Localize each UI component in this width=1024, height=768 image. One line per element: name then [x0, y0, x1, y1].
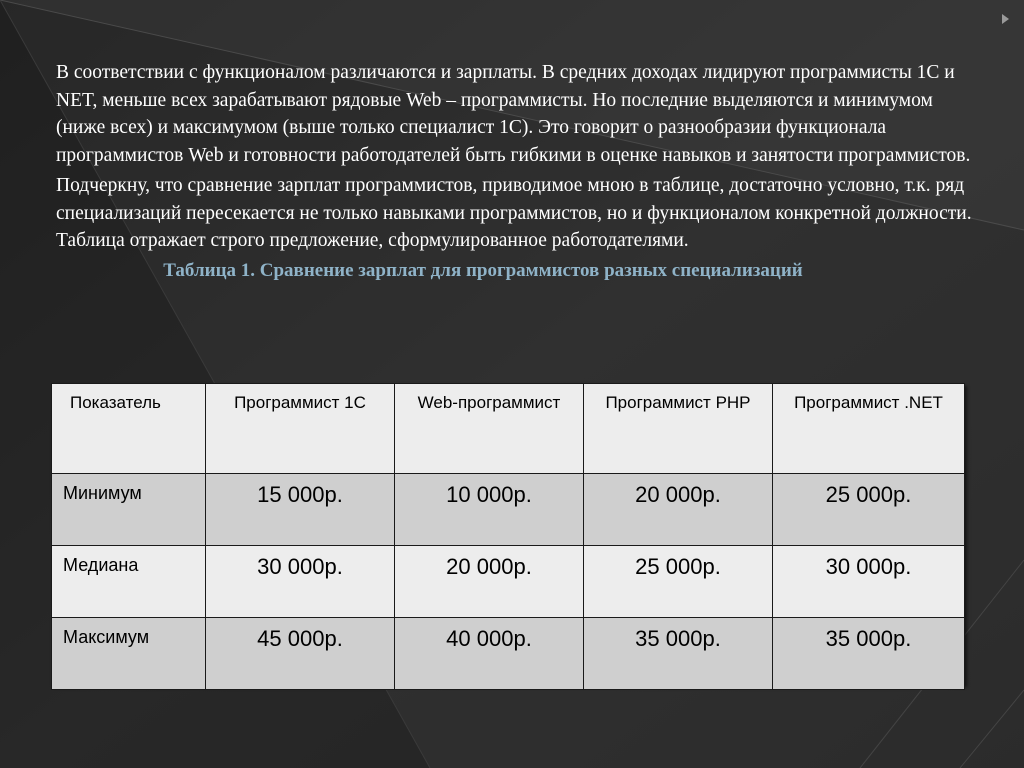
table-row-median: [52, 546, 965, 618]
row-label-maximum: Максимум: [52, 618, 206, 690]
cell-minimum-web: 10 000р.: [395, 474, 584, 546]
paragraph-salary-differences: В соответствии с функционалом различаются и зарплаты. В средних доходах лидируют программисты 1С и NET, меньше всех зарабатывают рядовые Web – программисты. Но последние выделяются и минимумом (ниже всех) и максимумом (выше только специалист 1С). Это говорит о разнообразии функционала программистов Web и готовности работодателей быть гибкими в оценке навыков и занятости программистов.: [56, 62, 971, 166]
table-row-maximum: [52, 618, 965, 690]
cell-minimum-php: 20 000р.: [584, 474, 773, 546]
cell-median-web: 20 000р.: [395, 546, 584, 618]
cell-maximum-php: 35 000р.: [584, 618, 773, 690]
header-programmer-net: Программист .NET: [773, 384, 965, 474]
cell-minimum-net: 25 000р.: [773, 474, 965, 546]
header-programmer-php: Программист PHP: [584, 384, 773, 474]
header-indicator: Показатель: [52, 384, 206, 474]
slide-text-block: [56, 59, 976, 284]
row-label-median: Медиана: [52, 546, 206, 618]
header-web-programmer: Web-программист: [395, 384, 584, 474]
header-programmer-1c: Программист 1С: [206, 384, 395, 474]
table-header-row: [52, 384, 965, 474]
cell-maximum-web: 40 000р.: [395, 618, 584, 690]
cell-maximum-net: 35 000р.: [773, 618, 965, 690]
paragraph-comparison-note: Подчеркну, что сравнение зарплат программистов, приводимое мною в таблице, достаточно условно, т.к. ряд специализаций пересекается не только навыками программистов, но и функционалом конкретной должности. Таблица отражает строго предложение, сформулированное работодателями.: [56, 175, 972, 251]
slide-corner-arrow-icon: [1002, 14, 1009, 24]
cell-maximum-1c: 45 000р.: [206, 618, 395, 690]
table-caption: Таблица 1. Сравнение зарплат для программистов разных специализаций: [163, 259, 803, 281]
salary-table-container: [51, 383, 964, 684]
cell-median-1c: 30 000р.: [206, 546, 395, 618]
table-row-minimum: [52, 474, 965, 546]
cell-median-net: 30 000р.: [773, 546, 965, 618]
row-label-minimum: Минимум: [52, 474, 206, 546]
salary-comparison-table: [51, 383, 965, 690]
cell-median-php: 25 000р.: [584, 546, 773, 618]
cell-minimum-1c: 15 000р.: [206, 474, 395, 546]
